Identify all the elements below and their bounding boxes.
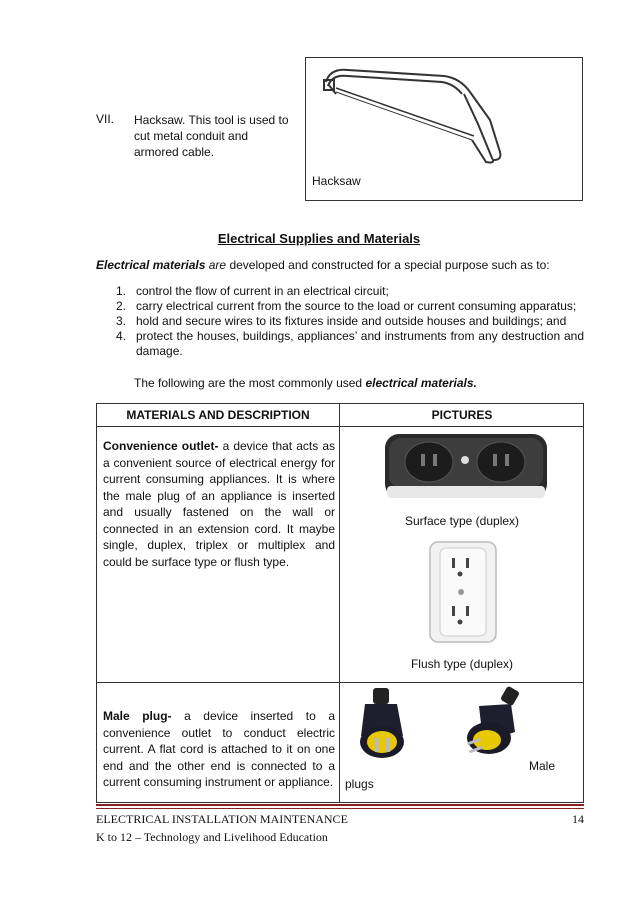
footer-program: K to 12 – Technology and Livelihood Education xyxy=(96,830,328,844)
list-number: 3. xyxy=(116,314,127,328)
footer-course-title: ELECTRICAL INSTALLATION MAINTENANCE xyxy=(96,812,348,826)
list-item xyxy=(116,284,584,299)
hacksaw-description: Hacksaw. This tool is used to cut metal conduit and armored cable. xyxy=(134,113,289,159)
intro-are: are xyxy=(208,258,227,272)
list-text: control the flow of current in an electrical circuit; xyxy=(136,284,389,298)
following-sentence xyxy=(134,376,477,390)
convenience-outlet-desc: a device that acts as a convenient source of electrical energy for current consuming appliances. It is where the male plug of an appliance is inserted and usually fastened on the wall or connected in an extension cord. It maybe single, duplex, triplex or multiplex and could be surface type or flush type. xyxy=(103,439,335,569)
list-number: 1. xyxy=(116,284,127,298)
surface-outlet-image xyxy=(383,430,549,502)
hacksaw-figure xyxy=(305,57,583,201)
male-plug-description xyxy=(103,708,335,791)
surface-type-caption: Surface type (duplex) xyxy=(404,514,520,528)
flush-outlet-image xyxy=(428,540,498,644)
male-plug-image-2 xyxy=(453,686,533,764)
purpose-list xyxy=(116,284,584,359)
plugs-caption: plugs xyxy=(345,777,374,791)
hacksaw-image xyxy=(314,62,504,170)
header-divider xyxy=(97,426,583,427)
col-header-pictures: PICTURES xyxy=(431,408,493,422)
footer-rule xyxy=(96,804,584,806)
male-plug-image-1 xyxy=(355,686,417,766)
list-text: protect the houses, buildings, appliances’ and instruments from any destruction and damage. xyxy=(136,329,584,358)
flush-type-caption: Flush type (duplex) xyxy=(410,657,514,671)
list-text: carry electrical current from the source to the load or current consuming apparatus; xyxy=(136,299,577,313)
list-text: hold and secure wires to its fixtures inside and outside houses and buildings; and xyxy=(136,314,567,328)
hacksaw-caption: Hacksaw xyxy=(312,174,361,188)
list-item xyxy=(116,314,584,329)
intro-rest: developed and constructed for a special purpose such as to: xyxy=(229,258,550,272)
intro-paragraph xyxy=(96,258,586,272)
convenience-outlet-description xyxy=(103,438,335,570)
list-item xyxy=(116,299,584,314)
male-plug-desc: a device inserted to a convenience outlet to conduct electric current. A flat cord is attached to it on one end and the other end is connected to a current consuming instrument or appliance. xyxy=(103,709,335,789)
materials-table xyxy=(96,403,584,803)
page-number: 14 xyxy=(572,812,584,826)
row-divider xyxy=(97,682,583,683)
list-item xyxy=(116,329,584,359)
item-numeral: VII. xyxy=(96,112,115,126)
male-caption: Male xyxy=(529,759,556,773)
footer-rule xyxy=(96,808,584,809)
list-number: 2. xyxy=(116,299,127,313)
table-column-divider xyxy=(339,404,340,802)
following-prefix: The following are the most commonly used xyxy=(134,376,363,390)
convenience-outlet-term: Convenience outlet- xyxy=(103,439,219,453)
following-term: electrical materials. xyxy=(365,376,477,390)
col-header-materials: MATERIALS AND DESCRIPTION xyxy=(126,408,310,422)
section-heading: Electrical Supplies and Materials xyxy=(217,231,421,246)
intro-term: Electrical materials xyxy=(96,258,206,272)
male-plug-term: Male plug- xyxy=(103,709,172,723)
list-number: 4. xyxy=(116,329,127,343)
